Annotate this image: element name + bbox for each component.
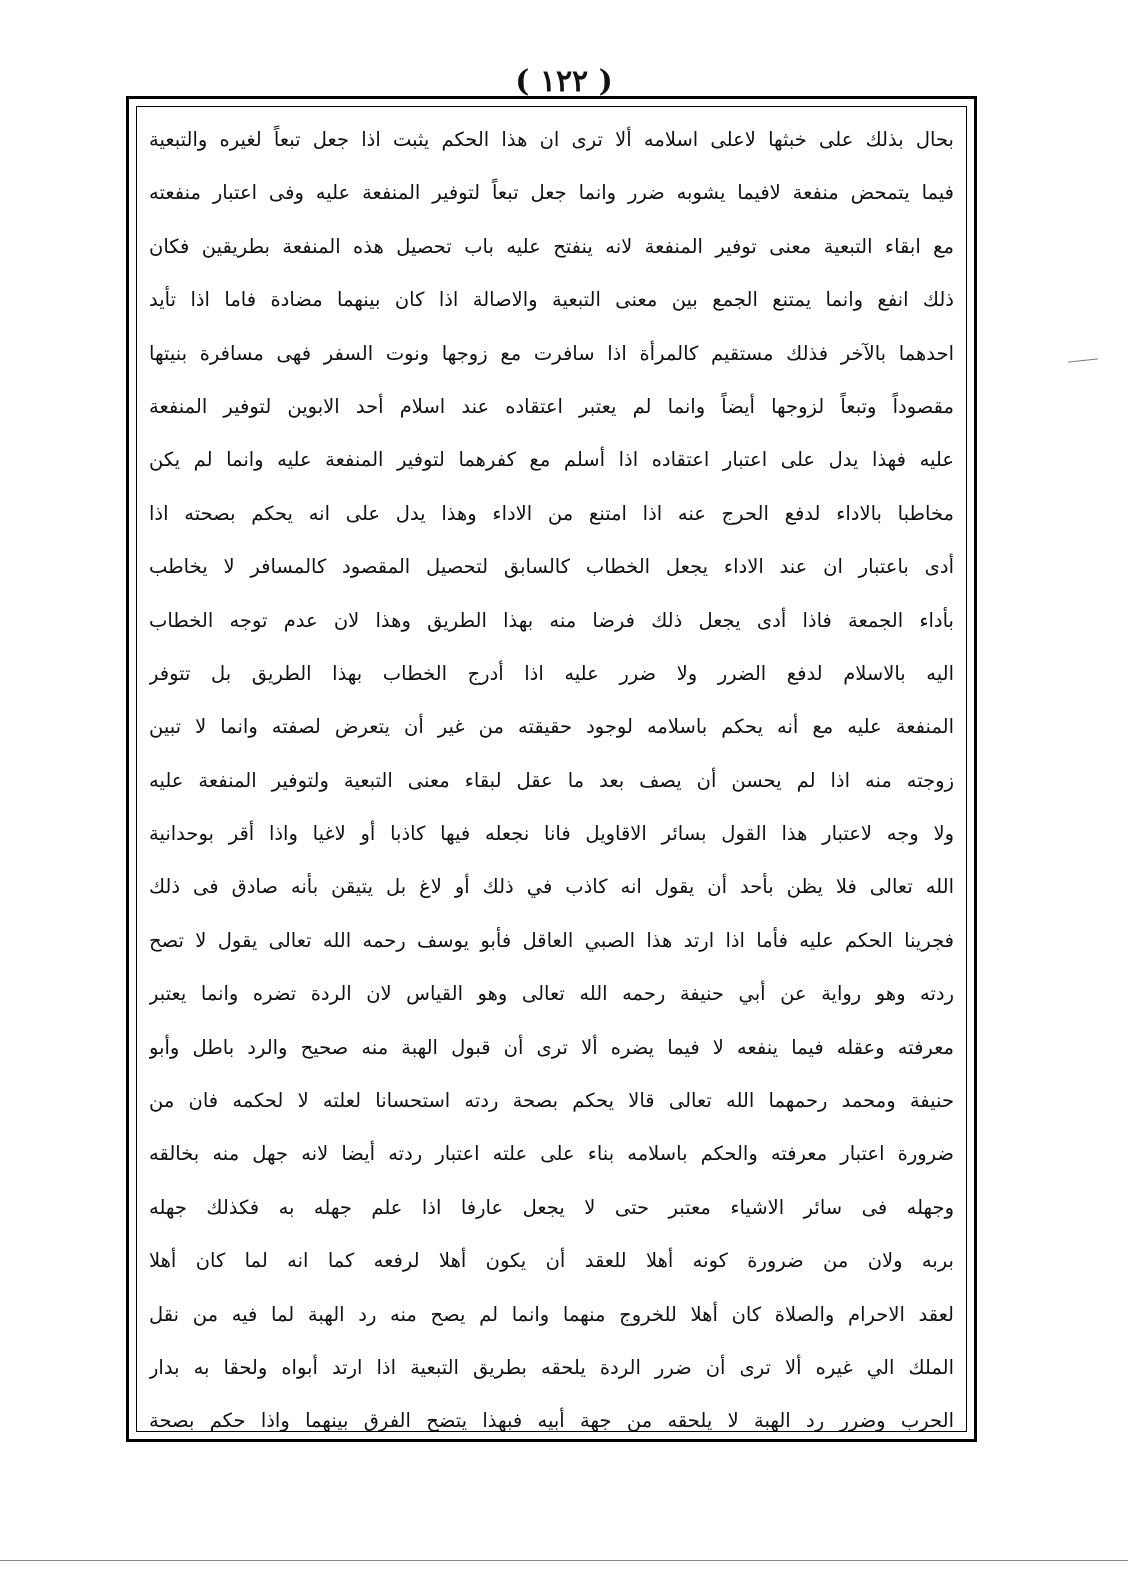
text-line: الحرب وضرر رد الهبة لا يلحقه من جهة أبيه فبهذا يتضح الفرق بينهما واذا حكم بصحة [149, 1409, 954, 1433]
text-line: المنفعة عليه مع أنه يحكم باسلامه لوجود حقيقته من غير أن يتعرض لصفته وانما لا تبين [149, 715, 954, 739]
text-line: ولا وجه لاعتبار هذا القول بسائر الاقاويل فانا نجعله فيها كاذبا أو لاغيا واذا أقر بوحدانية [149, 822, 954, 846]
text-line: مخاطبا بالاداء لدفع الحرج عنه اذا امتنع من الاداء وهذا يدل على انه يحكم بصحته اذا [149, 501, 954, 525]
text-frame-outer [126, 96, 977, 1442]
text-line: زوجته منه اذا لم يحسن أن يصف بعد ما عقل لبقاء معنى التبعية ولتوفير المنفعة عليه [149, 768, 954, 792]
text-line: مقصوداً وتبعاً لزوجها أيضاً وانما لم يعتبر اعتقاده عند اسلام أحد الابوين لتوفير المنفعة [149, 394, 954, 418]
text-line: حنيفة ومحمد رحمهما الله تعالى قالا يحكم بصحة ردته استحسانا لعلته لا لحكمه فان من [149, 1089, 954, 1113]
text-frame-inner [136, 106, 967, 1432]
text-line: بحال بذلك على خبثها لاعلى اسلامه ألا ترى ان هذا الحكم يثبت اذا جعل تبعاً لغيره والتبعية [149, 128, 954, 151]
text-line: وجهله فى سائر الاشياء معتبر حتى لا يجعل عارفا اذا علم جهله به فكذلك جهله [149, 1195, 954, 1219]
text-line: عليه فهذا يدل على اعتبار اعتقاده اذا أسلم مع كفرهما لتوفير المنفعة عليه وانما لم يكن [149, 448, 954, 472]
text-line: ضرورة اعتبار معرفته والحكم باسلامه بناء على علته اعتبار ردته أيضا لانه جهل منه بخالقه [149, 1142, 954, 1166]
text-line: أدى باعتبار ان عند الاداء يجعل الخطاب كالسابق لتحصيل المقصود كالمسافر لا يخاطب [149, 555, 954, 579]
page-number: ( ١٢٢ ) [515, 64, 613, 99]
margin-pencil-mark [1068, 358, 1098, 362]
text-line: مع ابقاء التبعية معنى توفير المنفعة لانه ينفتح عليه باب تحصيل هذه المنفعة بطريقين فكان [149, 234, 954, 258]
text-line: ذلك انفع وانما يمتنع الجمع بين معنى التبعية والاصالة اذا كان بينهما مضادة فاما اذا تأيد [149, 288, 954, 312]
text-line: احدهما بالآخر فذلك مستقيم كالمرأة اذا سافرت مع زوجها ونوت السفر فهى مسافرة بنيتها [149, 341, 954, 365]
text-line: الله تعالى فلا يظن بأحد أن يقول انه كاذب في ذلك أو لاغ بل يتيقن بأنه صادق فى ذلك [149, 875, 954, 899]
text-line: اليه بالاسلام لدفع الضرر ولا ضرر عليه اذا أدرج الخطاب بهذا الطريق بل تتوفر [149, 661, 954, 685]
text-line: معرفته وعقله فيما ينفعه لا فيما يضره ألا ترى أن قبول الهبة منه صحيح والرد باطل وأبو [149, 1035, 954, 1059]
text-line: لعقد الاحرام والصلاة كان أهلا للخروج منهما وانما لم يصح منه رد الهبة لما فيه من نقل [149, 1302, 954, 1326]
text-line: فجرينا الحكم عليه فأما اذا ارتد هذا الصبي العاقل فأبو يوسف رحمه الله تعالى يقول لا تصح [149, 928, 954, 952]
text-line: بربه ولان من ضرورة كونه أهلا للعقد أن يكون أهلا لرفعه كما انه لما كان أهلا [149, 1249, 954, 1273]
text-body [149, 113, 954, 1433]
text-line: الملك الي غيره ألا ترى أن ضرر الردة يلحقه بطريق التبعية اذا ارتد أبواه ولحقا به بدار [149, 1355, 954, 1379]
text-line: بأداء الجمعة فاذا أدى يجعل ذلك فرضا منه بهذا الطريق وهذا لان عدم توجه الخطاب [149, 608, 954, 632]
text-line: فيما يتمحض منفعة لافيما يشوبه ضرر وانما جعل تبعاً لتوفير المنفعة عليه وفى اعتبار منفعته [149, 181, 954, 205]
text-line: ردته وهو رواية عن أبي حنيفة رحمه الله تعالى وهو القياس لان الردة تضره وانما يعتبر [149, 982, 954, 1006]
scan-edge-line [0, 1560, 1128, 1561]
